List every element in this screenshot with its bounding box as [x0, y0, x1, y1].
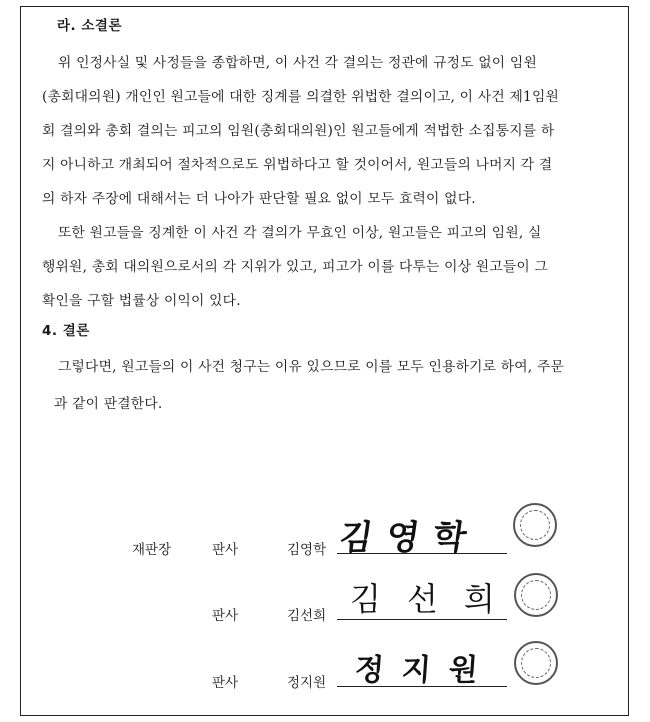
paragraph3-line: 그렇다면, 원고들의 이 사건 청구는 이유 있으므로 이를 모두 인용하기로 하여, 주문: [58, 359, 565, 375]
judge-seal: [514, 573, 558, 617]
handwritten-signature: 김선희: [350, 580, 521, 618]
judge-seal: [514, 641, 558, 685]
judge-name: 김선희: [287, 608, 327, 624]
handwritten-signature: 정지원: [353, 653, 497, 688]
paragraph1-line: (총회대의원) 개인인 원고들에 대한 징계를 의결한 위법한 결의이고, 이 사건 제1임원: [42, 89, 559, 105]
judge-name: 정지원: [287, 675, 327, 691]
judge-name: 김영학: [287, 542, 327, 558]
conclusion-heading: 4. 결론: [42, 323, 90, 339]
judge-role: 판사: [212, 608, 239, 624]
paragraph3-line: 과 같이 판결한다.: [54, 396, 163, 412]
paragraph1-line: 의 하자 주장에 대해서는 더 나아가 판단할 필요 없이 모두 효력이 없다.: [42, 191, 476, 207]
judge-role: 판사: [212, 675, 239, 691]
paragraph1-line: 지 아니하고 개최되어 절차적으로도 위법하다고 할 것이어서, 원고들의 나머지 각 결: [42, 157, 553, 173]
paragraph1-line: 회 결의와 총회 결의는 피고의 임원(총회대의원)인 원고들에게 적법한 소집통지를 하: [42, 123, 555, 139]
paragraph2-line: 또한 원고들을 징계한 이 사건 각 결의가 무효인 이상, 원고들은 피고의 임원, 실: [58, 225, 542, 241]
section-heading: 라. 소결론: [57, 18, 122, 34]
paragraph2-line: 확인을 구할 법률상 이익이 있다.: [42, 293, 241, 309]
judge-role: 판사: [212, 542, 239, 558]
paragraph1-line: 위 인정사실 및 사정들을 종합하면, 이 사건 각 결의는 정관에 규정도 없이 임원: [58, 55, 537, 71]
paragraph2-line: 행위원, 총회 대의원으로서의 각 지위가 있고, 피고가 이를 다투는 이상 원고들이 그: [42, 259, 549, 275]
handwritten-signature: 김영학: [336, 518, 483, 558]
presiding-judge-title: 재판장: [132, 542, 172, 558]
judge-seal: [513, 503, 557, 547]
